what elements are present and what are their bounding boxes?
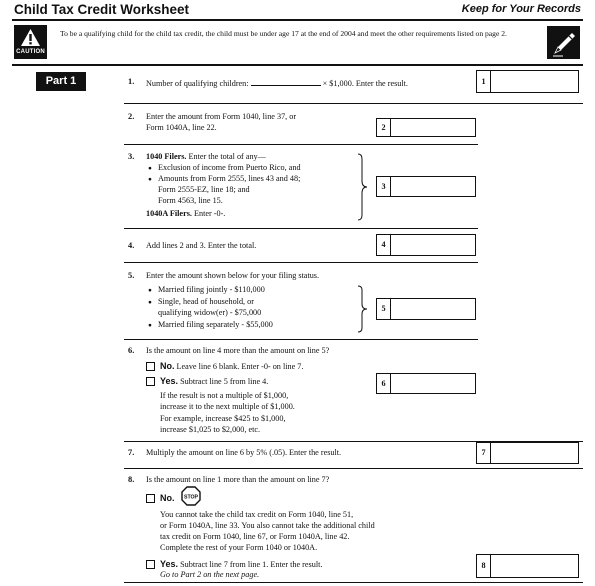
line-8-amount-field[interactable]	[490, 554, 579, 578]
line-1-amount-field[interactable]	[490, 70, 579, 93]
line-2-text-a: Enter the amount from Form 1040, line 37, or	[146, 112, 297, 121]
line-8-no-note-4: Complete the rest of your Form 1040 or 1040A.	[160, 543, 318, 552]
line-5-text: Enter the amount shown below for your filing status.	[146, 271, 320, 280]
line-8-text: Is the amount on line 1 more than the amount on line 7?	[146, 475, 330, 484]
line-6-no-text: Leave line 6 blank. Enter -0- on line 7.	[176, 362, 304, 371]
line-2-text-b: Form 1040A, line 22.	[146, 123, 217, 132]
line-6-yes-label: Yes.	[160, 376, 179, 386]
line-5-bullet-1: ● Married filing jointly - $110,000	[158, 285, 265, 296]
line-5-bullet-3: ● Married filing separately - $55,000	[158, 320, 273, 331]
caution-rule	[12, 64, 583, 66]
stop-sign-label: STOP	[183, 494, 199, 501]
line-7-text: Multiply the amount on line 6 by 5% (.05). Enter the result.	[146, 448, 342, 457]
line-6-yes-row	[160, 376, 268, 388]
line-3-bullet-2c: Form 4563, line 15.	[158, 196, 223, 205]
line-8-box-number: 8	[476, 554, 490, 578]
line-1-box-number: 1	[476, 70, 490, 93]
line-8-yes-instruction: Go to Part 2 on the next page.	[160, 570, 260, 579]
header-rule	[12, 19, 583, 21]
line-5-brace	[356, 285, 370, 333]
line-2-number: 2.	[128, 112, 135, 121]
line-5-bullet-2b: qualifying widow(er) - $75,000	[158, 308, 262, 317]
line-5-number: 5.	[128, 271, 135, 280]
line-3-tail	[146, 209, 225, 220]
line-8-no-note-1: You cannot take the child tax credit on Form 1040, line 51,	[160, 510, 354, 519]
line-3-bullet-2b: Form 2555-EZ, line 18; and	[158, 185, 250, 194]
line-8-yes-label: Yes.	[160, 559, 179, 569]
line-3-amount-field[interactable]	[390, 176, 476, 197]
line-8-number: 8.	[128, 475, 135, 484]
line-8-yes-row	[160, 559, 322, 571]
line-6-yes-note-4: increase $1,025 to $2,000, etc.	[160, 425, 261, 434]
keep-records-note: Keep for Your Records	[461, 3, 581, 15]
qualifying-children-input[interactable]	[251, 77, 321, 86]
line-3-brace	[356, 153, 370, 221]
line-4-amount-field[interactable]	[390, 234, 476, 256]
line-8-no-note-2: or Form 1040A, line 33. You also cannot take the additional child	[160, 521, 375, 530]
line-5-amount-field[interactable]	[390, 298, 476, 320]
line-3-rule	[124, 228, 478, 229]
line-8-no-label: No.	[160, 493, 175, 503]
line-3-heading-rest: Enter the total of any—	[186, 152, 266, 161]
line-4-number: 4.	[128, 241, 135, 250]
caution-icon	[14, 25, 47, 59]
line-2-rule	[124, 144, 478, 145]
line-8-no-checkbox[interactable]	[146, 494, 155, 503]
line-3-heading	[146, 152, 266, 163]
stop-sign-icon	[181, 486, 201, 506]
line-1-label: Number of qualifying children:	[146, 79, 249, 88]
line-6-no-row	[160, 361, 303, 373]
line-4-box-number: 4	[376, 234, 390, 256]
line-6-text: Is the amount on line 4 more than the amount on line 5?	[146, 346, 330, 355]
line-1-multiplier: × $1,000. Enter the result.	[322, 79, 408, 88]
line-2-box-number: 2	[376, 118, 390, 137]
line-3-number: 3.	[128, 152, 135, 161]
line-1-number: 1.	[128, 77, 135, 86]
line-3-tail-rest: Enter -0-.	[191, 209, 226, 218]
line-8-no-row	[160, 493, 175, 505]
worksheet-title: Child Tax Credit Worksheet	[14, 2, 190, 17]
line-5-bullet-2a: ● Single, head of household, or	[158, 297, 254, 308]
line-6-yes-note-2: increase it to the next multiple of $1,000.	[160, 402, 295, 411]
line-6-no-label: No.	[160, 361, 175, 371]
line-4-text: Add lines 2 and 3. Enter the total.	[146, 241, 257, 250]
line-3-bullet-1: ● Exclusion of income from Puerto Rico, and	[158, 163, 301, 174]
line-3-tail-bold: 1040A Filers.	[146, 209, 192, 218]
line-3-box-number: 3	[376, 176, 390, 197]
line-6-box-number: 6	[376, 373, 390, 394]
line-3-bullet-2a: ● Amounts from Form 2555, lines 43 and 48;	[158, 174, 300, 185]
line-6-yes-note-3: For example, increase $425 to $1,000,	[160, 414, 286, 423]
line-5-rule	[124, 339, 478, 340]
line-8-yes-checkbox[interactable]	[146, 560, 155, 569]
line-8-no-note-3: tax credit on Form 1040, line 67, or Form 1040A, line 42.	[160, 532, 350, 541]
line-7-number: 7.	[128, 448, 135, 457]
line-6-yes-note-1: If the result is not a multiple of $1,000,	[160, 391, 289, 400]
pencil-icon	[547, 26, 580, 59]
caution-label: CAUTION	[16, 49, 45, 55]
line-6-yes-checkbox[interactable]	[146, 377, 155, 386]
line-5-box-number: 5	[376, 298, 390, 320]
line-6-yes-text: Subtract line 5 from line 4.	[180, 377, 269, 386]
line-7-amount-field[interactable]	[490, 442, 579, 464]
part-1-label: Part 1	[36, 72, 86, 91]
line-6-no-checkbox[interactable]	[146, 362, 155, 371]
line-7-box-number: 7	[476, 442, 490, 464]
line-6-number: 6.	[128, 346, 135, 355]
line-3-heading-bold: 1040 Filers.	[146, 152, 187, 161]
line-7-rule	[124, 468, 583, 469]
line-6-amount-field[interactable]	[390, 373, 476, 394]
line-1-rule	[124, 103, 583, 104]
line-2-amount-field[interactable]	[390, 118, 476, 137]
caution-text: To be a qualifying child for the child tax credit, the child must be under age 17 at the end of 2004 and meet the other requirements listed on page 2.	[60, 29, 507, 38]
line-8-yes-text: Subtract line 7 from line 1. Enter the result.	[180, 560, 323, 569]
line-4-rule	[124, 262, 478, 263]
line-1-text	[146, 77, 408, 90]
line-8-rule	[124, 582, 583, 583]
